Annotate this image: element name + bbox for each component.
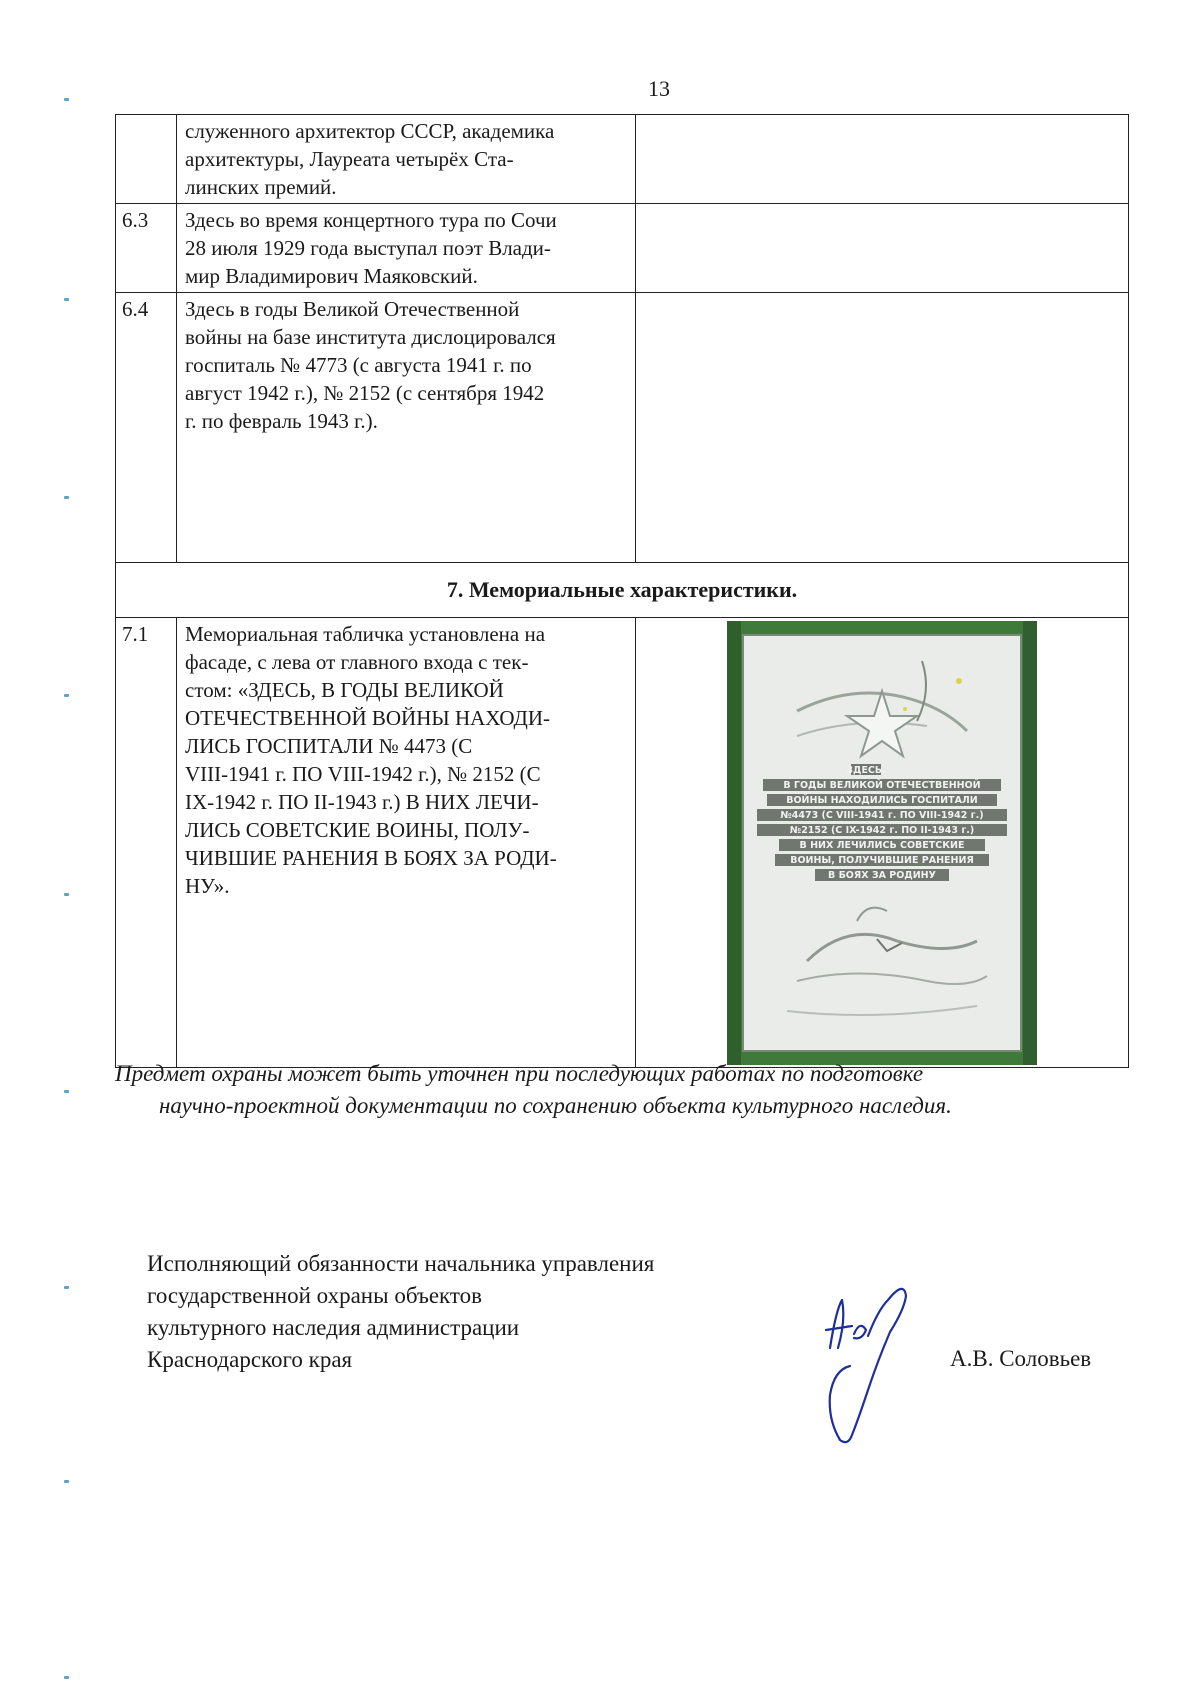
row-image-cell: [636, 204, 1129, 293]
protection-subject-table: [115, 114, 1129, 1068]
section-heading: 7. Мемориальные характеристики.: [116, 563, 1129, 618]
inscription-line: В НИХ ЛЕЧИЛИСЬ СОВЕТСКИЕ: [799, 839, 965, 851]
scan-mark: [64, 694, 69, 697]
table-row: [116, 204, 1129, 293]
inscription-line: №2152 (С IX-1942 г. ПО II-1943 г.): [789, 824, 975, 836]
scan-mark: [64, 1676, 69, 1679]
foliage-edge-right: [1023, 621, 1037, 1065]
inscription-line: ВОЙНЫ НАХОДИЛИСЬ ГОСПИТАЛИ: [786, 794, 978, 806]
row-description: [177, 618, 636, 1068]
signatory-title-line: Исполняющий обязанности начальника управления: [147, 1251, 655, 1276]
note-line: научно-проектной документации по сохранению объекта культурного наследия.: [159, 1093, 952, 1118]
note-line: Предмет охраны может быть уточнен при последующих работах по подготовке: [115, 1061, 924, 1086]
signatory-title-line: культурного наследия администрации: [147, 1315, 520, 1340]
row-number: [116, 115, 177, 204]
row-description: [177, 293, 636, 563]
row-description-text: Здесь в годы Великой Отечественной войны на базе института дислоцировался госпиталь № 4773 (с августа 1941 г. по август 1942 г.), № 2152 (с сентября 1942 г. по февраль 1943 г.).: [185, 297, 556, 433]
row-number: 6.3: [116, 204, 177, 293]
memorial-plaque-description: Мемориальная табличка установлена на фасаде, с лева от главного входа с тек- стом: «ЗДЕСЬ, В ГОДЫ ВЕЛИКОЙ ОТЕЧЕСТВЕННОЙ ВОЙНЫ НАХОДИ- ЛИСЬ ГОСПИТАЛИ № 4473 (С VIII-1941 г. ПО VIII-1942 г.), № 2152 (С IX-1942 г. ПО II-1943 г.) В НИХ ЛЕЧИ- ЛИСЬ СОВЕТСКИЕ ВОИНЫ, ПОЛУ- ЧИВШИЕ РАНЕНИЯ В БОЯХ ЗА РОДИ- НУ».: [185, 622, 557, 898]
plaque-photo-image: [727, 621, 1037, 1065]
page-number: 13: [648, 76, 670, 101]
row-number: 7.1: [116, 618, 177, 1068]
scan-mark: [64, 1480, 69, 1483]
scan-mark: [64, 1090, 69, 1093]
section-heading-row: [116, 563, 1129, 618]
table-row: [116, 293, 1129, 563]
scan-mark: [64, 1286, 69, 1289]
scan-mark: [64, 298, 69, 301]
handwritten-signature: [808, 1270, 958, 1450]
row-description-text: Здесь во время концертного тура по Сочи 28 июля 1929 года выступал поэт Влади- мир Владимирович Маяковский.: [185, 208, 557, 288]
plaque-photo-cell: [636, 618, 1129, 1068]
inscription-line: ЗДЕСЬ,: [846, 764, 886, 776]
signatory-title-line: государственной охраны объектов: [147, 1283, 483, 1308]
row-description: [177, 204, 636, 293]
row-image-cell: [636, 115, 1129, 204]
inscription-line: В БОЯХ ЗА РОДИНУ: [828, 869, 936, 881]
inscription-line: №4473 (С VIII-1941 г. ПО VIII-1942 г.): [780, 809, 984, 821]
inscription-line: В ГОДЫ ВЕЛИКОЙ ОТЕЧЕСТВЕННОЙ: [783, 779, 981, 791]
protection-note: [115, 1058, 1135, 1122]
inscription-line: ВОИНЫ, ПОЛУЧИВШИЕ РАНЕНИЯ: [790, 854, 974, 866]
scan-mark: [64, 496, 69, 499]
signatory-title: [147, 1248, 654, 1376]
scan-mark: [64, 98, 69, 101]
signer-name: А.В. Соловьев: [950, 1346, 1092, 1371]
row-number: 6.4: [116, 293, 177, 563]
row-description: [177, 115, 636, 204]
foliage-edge-left: [727, 621, 741, 1065]
signatory-title-line: Краснодарского края: [147, 1347, 353, 1372]
table-row: [116, 618, 1129, 1068]
plaque-photo: [727, 621, 1037, 1065]
scan-mark: [64, 893, 69, 896]
row-description-text: служенного архитектор СССР, академика архитектуры, Лауреата четырёх Ста- линских премий.: [185, 119, 555, 199]
row-image-cell: [636, 293, 1129, 563]
table-row: [116, 115, 1129, 204]
